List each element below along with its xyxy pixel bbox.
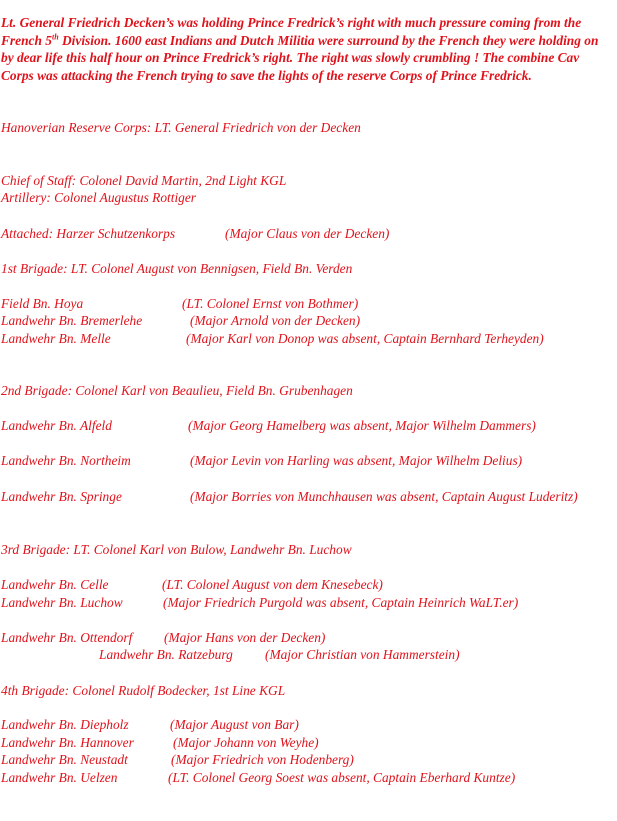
unit-commander: (Major Friedrich von Hodenberg): [171, 752, 354, 767]
artillery-commander: Artillery: Colonel Augustus Rottiger: [1, 190, 197, 205]
unit-commander: (Major Hans von der Decken): [164, 630, 326, 645]
unit-commander: (LT. Colonel August von dem Knesebeck): [162, 577, 383, 592]
unit-name: Landwehr Bn. Bremerlehe: [1, 313, 143, 328]
brigade-title: 1st Brigade: LT. Colonel August von Bennigsen, Field Bn. Verden: [1, 261, 353, 276]
unit-line: [1, 295, 359, 313]
unit-line: [1, 769, 613, 787]
brigade-title: 4th Brigade: Colonel Rudolf Bodecker, 1st Line KGL: [1, 683, 286, 698]
unit-line: [1, 734, 319, 752]
unit-commander: (LT. Colonel Ernst von Bothmer): [182, 296, 359, 311]
corps-title: Hanoverian Reserve Corps: LT. General Friedrich von der Decken: [1, 120, 361, 135]
unit-line: [1, 629, 326, 647]
unit-line: [1, 417, 613, 435]
unit-commander: (LT. Colonel Georg Soest was absent, Captain Eberhard Kuntze): [168, 770, 516, 785]
unit-line: [1, 716, 299, 734]
brigade-title: 2nd Brigade: Colonel Karl von Beaulieu, Field Bn. Grubenhagen: [1, 383, 353, 398]
unit-name: Landwehr Bn. Springe: [1, 489, 122, 504]
attached-unit: [1, 225, 390, 243]
intro-text-part2: Division. 1600 east Indians and Dutch Militia were surround by the French they were holding on by dear life this half hour on Prince Fredrick’s right. The right was slowly crumbling ! The combine Cav Corps was attacking the French trying to save the lights of the reserve Corps of Prince Fredrick.: [1, 32, 599, 84]
intro-paragraph: [1, 14, 613, 85]
unit-commander: (Major Christian von Hammerstein): [265, 647, 460, 662]
unit-commander: (Major Arnold von der Decken): [190, 313, 361, 328]
unit-name: Landwehr Bn. Luchow: [1, 595, 123, 610]
unit-line: [1, 312, 361, 330]
intro-superscript: th: [51, 32, 59, 42]
unit-commander: (Major Karl von Donop was absent, Captain Bernhard Terheyden): [186, 331, 544, 346]
unit-name: Landwehr Bn. Hannover: [1, 735, 134, 750]
unit-commander: (Major Levin von Harling was absent, Major Wilhelm Delius): [190, 453, 523, 468]
unit-name: Landwehr Bn. Diepholz: [1, 717, 129, 732]
chief-of-staff: Chief of Staff: Colonel David Martin, 2nd Light KGL: [1, 173, 287, 188]
unit-name: Landwehr Bn. Celle: [1, 577, 109, 592]
unit-name: Landwehr Bn. Neustadt: [1, 752, 128, 767]
unit-line: [1, 751, 354, 769]
unit-name: Landwehr Bn. Alfeld: [1, 418, 112, 433]
unit-name: Landwehr Bn. Ottendorf: [1, 630, 133, 645]
unit-line: [1, 576, 383, 594]
unit-name: Landwehr Bn. Melle: [1, 331, 111, 346]
unit-line: [1, 488, 613, 506]
unit-name: Landwehr Bn. Uelzen: [1, 770, 118, 785]
unit-commander: (Major August von Bar): [170, 717, 299, 732]
unit-line: [1, 330, 613, 348]
unit-line: [1, 594, 613, 612]
unit-line: [1, 452, 613, 470]
unit-name: Landwehr Bn. Ratzeburg: [99, 647, 233, 662]
unit-name: Field Bn. Hoya: [1, 296, 84, 311]
unit-commander: (Major Georg Hamelberg was absent, Major Wilhelm Dammers): [188, 418, 536, 433]
unit-line: [99, 646, 460, 664]
intro-text-part1: Lt. General Friedrich Decken’s was holding Prince Fredrick’s right with much pressure coming from the French 5: [1, 15, 582, 48]
unit-commander: (Major Friedrich Purgold was absent, Captain Heinrich WaLT.er): [163, 595, 519, 610]
unit-commander: (Major Johann von Weyhe): [173, 735, 319, 750]
attached-unit-label: Attached: Harzer Schutzenkorps: [1, 226, 176, 241]
unit-name: Landwehr Bn. Northeim: [1, 453, 131, 468]
unit-commander: (Major Borries von Munchhausen was absent, Captain August Luderitz): [190, 489, 578, 504]
attached-unit-commander: (Major Claus von der Decken): [225, 226, 390, 241]
brigade-title: 3rd Brigade: LT. Colonel Karl von Bulow, Landwehr Bn. Luchow: [1, 542, 352, 557]
